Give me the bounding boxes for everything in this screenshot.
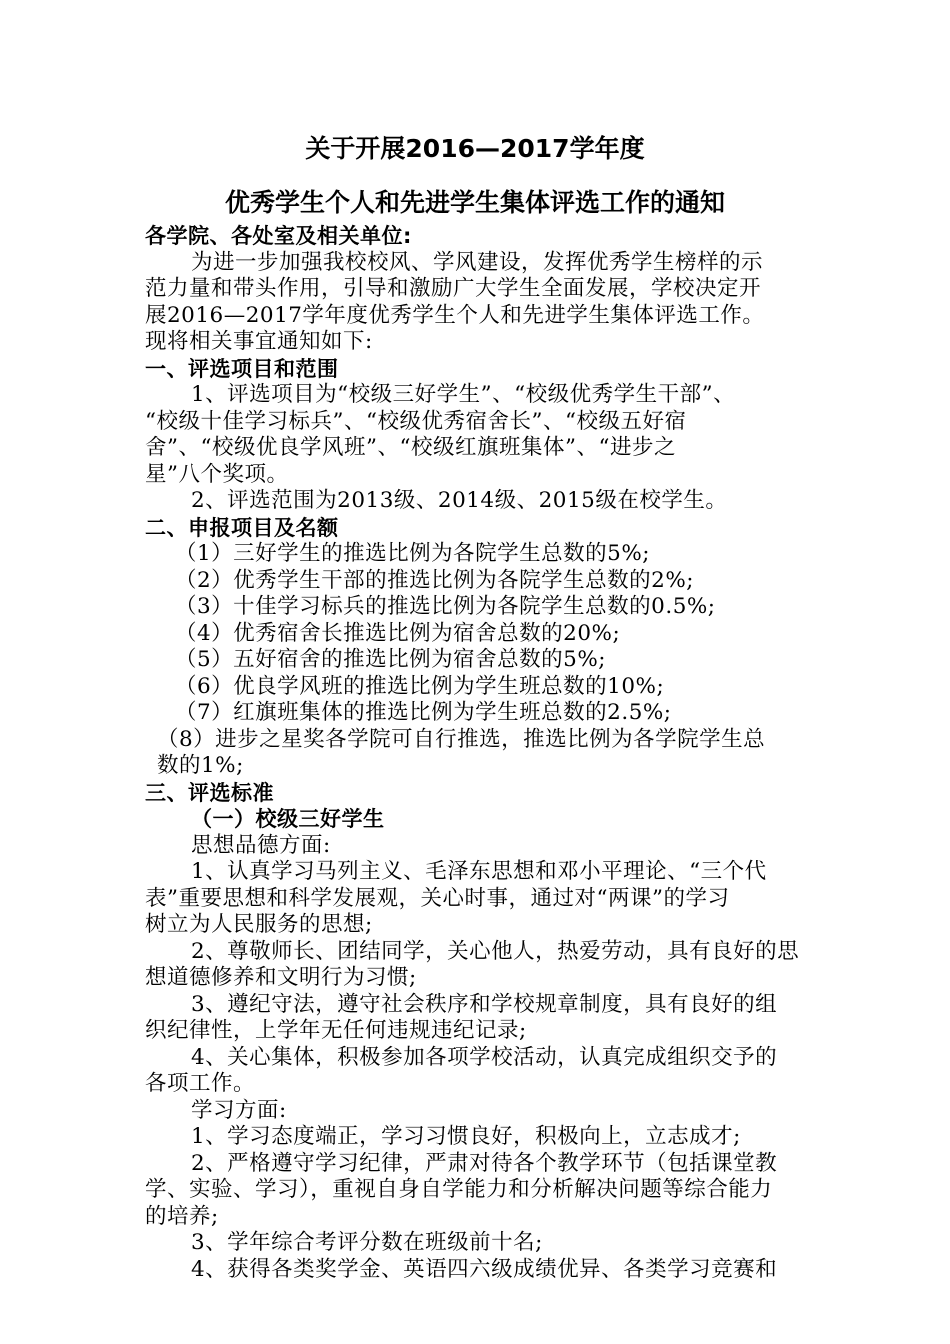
text-line: 现将相关事宜通知如下: (145, 329, 373, 354)
text-line: 4、关心集体，积极参加各项学校活动，认真完成组织交予的 (191, 1044, 778, 1070)
document-title-line-2: 优秀学生个人和先进学生集体评选工作的通知 (224, 188, 725, 217)
text-line: （6）优良学风班的推选比例为学生班总数的10%; (175, 673, 665, 699)
text-line: 学、实验、学习），重视自身自学能力和分析解决问题等综合能力 (145, 1177, 773, 1202)
text-line: （4）优秀宿舍长推选比例为宿舍总数的20%; (175, 620, 621, 646)
text-line: 展2016—2017学年度优秀学生个人和先进学生集体评选工作。 (145, 302, 765, 328)
text-line: 舍”、“校级优良学风班”、“校级红旗班集体”、“进步之 (145, 435, 676, 460)
document-title-line-1: 关于开展2016—2017学年度 (305, 134, 645, 163)
text-line: 1、评选项目为“校级三好学生”、“校级优秀学生干部”、 (191, 382, 736, 407)
text-line: 树立为人民服务的思想; (145, 912, 373, 937)
text-line: 数的1%; (157, 753, 244, 778)
text-line: 学习方面: (191, 1097, 287, 1123)
section-heading: 二、申报项目及名额 (145, 515, 339, 540)
text-line: 2、评选范围为2013级、2014级、2015级在校学生。 (191, 488, 728, 513)
text-line: 1、认真学习马列主义、毛泽东思想和邓小平理论、“三个代 (191, 859, 767, 884)
text-line: 2、尊敬师长、团结同学，关心他人，热爱劳动，具有良好的思 (191, 938, 800, 964)
text-line: 为进一步加强我校校风、学风建设，发挥优秀学生榜样的示 (191, 249, 764, 275)
text-line: （7）红旗班集体的推选比例为学生班总数的2.5%; (175, 700, 672, 725)
text-line: （1）三好学生的推选比例为各院学生总数的5%; (175, 541, 651, 566)
text-line: 4、获得各类奖学金、英语四六级成绩优异、各类学习竞赛和 (191, 1256, 778, 1282)
text-line: “校级十佳学习标兵”、“校级优秀宿舍长”、“校级五好宿 (145, 408, 687, 434)
text-line: 星”八个奖项。 (145, 461, 289, 487)
text-line: （5）五好宿舍的推选比例为宿舍总数的5%; (175, 647, 607, 672)
section-heading: 三、评选标准 (145, 780, 274, 805)
section-heading: 各学院、各处室及相关单位: (145, 224, 412, 248)
text-line: 表”重要思想和科学发展观，关心时事，通过对“两课”的学习 (145, 885, 730, 911)
text-line: 1、学习态度端正，学习习惯良好，积极向上，立志成才; (191, 1124, 741, 1149)
section-heading: 一、评选项目和范围 (145, 356, 339, 381)
text-line: 各项工作。 (145, 1071, 256, 1096)
text-line: 3、学年综合考评分数在班级前十名; (191, 1230, 543, 1255)
section-heading: （一）校级三好学生 (191, 807, 385, 831)
document-body (145, 223, 815, 1283)
text-line: 2、严格遵守学习纪律，严肃对待各个教学环节（包括课堂教 (191, 1150, 778, 1176)
text-line: 的培养; (145, 1203, 219, 1229)
text-line: 思想品德方面: (191, 832, 331, 858)
text-line: 3、遵纪守法，遵守社会秩序和学校规章制度，具有良好的组 (191, 991, 778, 1017)
text-line: （2）优秀学生干部的推选比例为各院学生总数的2%; (175, 567, 695, 593)
text-line: 想道德修养和文明行为习惯; (145, 965, 417, 990)
text-line: （8）进步之星奖各学院可自行推选，推选比例为各学院学生总 (157, 726, 766, 752)
text-line: 织纪律性，上学年无任何违规违纪记录; (145, 1018, 527, 1043)
text-line: 范力量和带头作用，引导和激励广大学生全面发展，学校决定开 (145, 276, 762, 301)
text-line: （3）十佳学习标兵的推选比例为各院学生总数的0.5%; (175, 594, 716, 619)
